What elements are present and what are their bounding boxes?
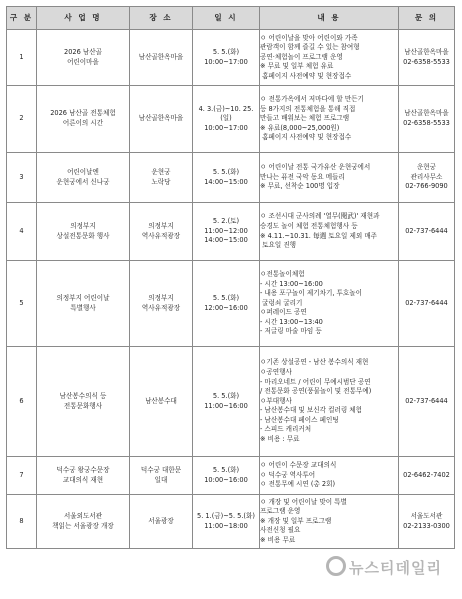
place: 남산봉수대 [130,347,193,457]
datetime: 4. 3.(금)~10. 25.(일) 10:00~17:00 [193,86,260,153]
watermark-logo-icon [326,556,346,576]
program-name: 의정부지 어린이날 특별행사 [37,261,130,347]
place: 남산골한옥마을 [130,30,193,86]
table-row [7,203,455,261]
contact: 02-737-6444 [399,203,455,261]
datetime: 5. 5.(화) 10:00~17:00 [193,30,260,86]
row-number: 7 [7,457,37,495]
datetime: 5. 2.(토) 11:00~12:00 14:00~15:00 [193,203,260,261]
row-number: 3 [7,153,37,203]
contact: 남산골한옥마을 02-6358-5533 [399,86,455,153]
header-content: 내 용 [260,7,399,30]
row-number: 5 [7,261,37,347]
row-number: 1 [7,30,37,86]
contact: 서울도서관 02-2133-0300 [399,495,455,549]
header-contact: 문 의 [399,7,455,30]
table-row [7,457,455,495]
place: 의정부지 역사유적광장 [130,203,193,261]
row-number: 6 [7,347,37,457]
table-row [7,347,455,457]
place: 서울광장 [130,495,193,549]
datetime: 5. 5.(화) 10:00~16:00 [193,457,260,495]
program-name: 의정부지 상설전통문화 행사 [37,203,130,261]
watermark [326,556,442,578]
datetime: 5. 5.(화) 14:00~15:00 [193,153,260,203]
contact: 운현궁 관리사무소 02-766-9090 [399,153,455,203]
program-name: 2026 남산골 어린이마을 [37,30,130,86]
content: ㅇ기존 상설공연 - 남산 봉수의식 재현 ㅇ공연행사 - 마리오네트 / 어린이 무예시범단 공연 / 전통문화 공연(풍물놀이 및 전통무예) ㅇ부대행사 - 남산봉수대 및 보신각 컬러링 체험 - 남산봉수대 페이스 페인팅 - 스피드 캐리커처 ※ 비용 : 무료 [260,347,399,457]
program-name: 서울외도서관 책읽는 서울광장 개장 [37,495,130,549]
program-name: 덕수궁 왕궁수문장 교대의식 재현 [37,457,130,495]
program-name: 어린이날엔 운현궁에서 신나궁 [37,153,130,203]
header-datetime: 일 시 [193,7,260,30]
place: 덕수궁 대한문 일대 [130,457,193,495]
header-category: 구 분 [7,7,37,30]
content: ㅇ 조선시대 군사의례 '열무(閱武)' 재현과 승경도 놀이 체험 전통체험행사 등 ※ 4.11.~10.31. 毎週 토요일 제외 매주 토요일 진행 [260,203,399,261]
table-row [7,495,455,549]
row-number: 2 [7,86,37,153]
content: ㅇ 전통가옥에서 저마다에 할 만든기 등 8가지의 전통체험을 통해 직접 만들고 배워보는 체험 프로그램 ※ 유료(8,000~25,000원) 홈페이지 사전예약 및 현장접수 [260,86,399,153]
header-program-name: 사 업 명 [37,7,130,30]
program-name: 남산봉수의식 등 전통문화행사 [37,347,130,457]
events-table [6,6,455,549]
program-name: 2026 남산골 전통체험 어른이의 시간 [37,86,130,153]
table-row [7,86,455,153]
content: ㅇ 어린이날을 맞아 어린이와 가족 관람객이 함께 즐길 수 있는 참여형 공연·체험놀이 프로그램 운영 ※ 무료 및 일부 체험 유료 홈페이지 사전예약 및 현장접수 [260,30,399,86]
contact: 02-737-6444 [399,347,455,457]
content: ㅇ전통놀이체험 - 시간 13:00~16:00 - 내용 포구놀이 제기차기, 투호놀이 굴렁쇠 굴리기 ㅇ퍼레이드 공연 - 시간 13:00~13:40 - 저글링 마술 마임 등 [260,261,399,347]
row-number: 4 [7,203,37,261]
datetime: 5. 5.(화) 11:00~16:00 [193,347,260,457]
place: 운현궁 노락당 [130,153,193,203]
content: ㅇ 개장 및 어린이날 맞이 특별 프로그램 운영 ※ 개장 및 일부 프로그램 사전신청 필요 ※ 비용 무료 [260,495,399,549]
row-number: 8 [7,495,37,549]
place: 의정부지 역사유적광장 [130,261,193,347]
header-place: 장 소 [130,7,193,30]
table-row [7,261,455,347]
table-row [7,153,455,203]
datetime: 5. 5.(화) 12:00~16:00 [193,261,260,347]
contact: 02-737-6444 [399,261,455,347]
place: 남산골한옥마을 [130,86,193,153]
content: ㅇ 어린이 수문장 교대의식 ㅇ 덕수궁 역사투어 ㅇ 전통무예 시연 (총 2회) [260,457,399,495]
datetime: 5. 1.(금)~5. 5.(화) 11:00~18:00 [193,495,260,549]
table-header-row [7,7,455,30]
table-row [7,30,455,86]
contact: 남산골한옥마을 02-6358-5533 [399,30,455,86]
contact: 02-6462-7402 [399,457,455,495]
watermark-text: 뉴스티데일리 [349,559,442,577]
content: ㅇ 어린이날 전통 국가유산 운현궁에서 만나는 퓨전 국악 동요 메들리 ※ 무료, 선착순 100명 입장 [260,153,399,203]
